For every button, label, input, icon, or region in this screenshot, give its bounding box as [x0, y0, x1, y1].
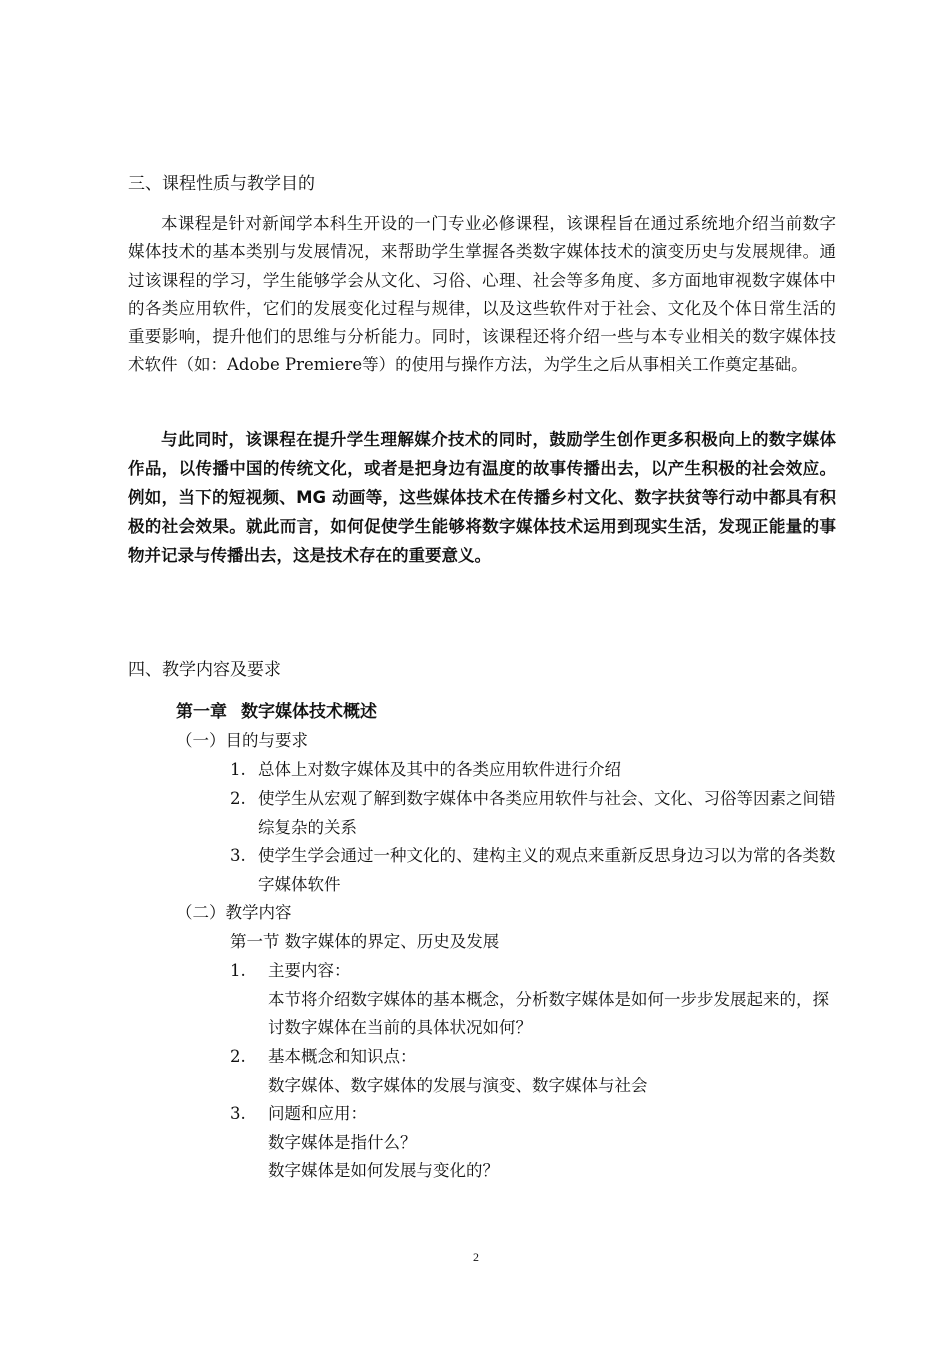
content-label: 主要内容：: [268, 961, 351, 980]
requirement-text: 总体上对数字媒体及其中的各类应用软件进行介绍: [258, 760, 621, 779]
content-body: 数字媒体是指什么？: [268, 1132, 417, 1152]
requirement-item: [230, 842, 840, 899]
content-label: 基本概念和知识点：: [268, 1047, 417, 1066]
content-number: 3.: [230, 1104, 246, 1123]
chapter-title: 数字媒体技术概述: [241, 702, 377, 722]
requirement-number: 3.: [230, 846, 246, 865]
requirement-number: 1.: [230, 760, 246, 779]
requirement-item: [230, 756, 840, 785]
section-heading-teaching-content: 四、教学内容及要求: [128, 660, 281, 680]
content-item: [230, 1043, 840, 1100]
content-body: 数字媒体是如何发展与变化的？: [268, 1161, 499, 1180]
requirement-item: [230, 785, 840, 842]
requirement-text: 使学生从宏观了解到数字媒体中各类应用软件与社会、文化、习俗等因素之间错综复杂的关系: [258, 789, 836, 837]
content-body: 本节将介绍数字媒体的基本概念，分析数字媒体是如何一步步发展起来的，探讨数字媒体在当前的具体状况如何？: [268, 989, 829, 1037]
content-number: 1.: [230, 961, 246, 980]
content-item: [230, 1100, 840, 1186]
content-number: 2.: [230, 1047, 246, 1066]
requirement-text: 使学生学会通过一种文化的、建构主义的观点来重新反思身边习以为常的各类数字媒体软件: [258, 846, 836, 894]
part1-heading: （一）目的与要求: [176, 731, 308, 750]
chapter-label: 第一章: [176, 702, 227, 722]
content-label: 问题和应用：: [268, 1104, 367, 1123]
page-number: 2: [473, 1250, 479, 1264]
section-heading-course-nature: 三、课程性质与教学目的: [128, 174, 315, 194]
requirement-number: 2.: [230, 789, 246, 808]
content-body: 数字媒体、数字媒体的发展与演变、数字媒体与社会: [268, 1075, 648, 1095]
content-item: [230, 957, 840, 1043]
lesson-section-title: 第一节 数字媒体的界定、历史及发展: [230, 932, 500, 951]
course-nature-paragraph: 本课程是针对新闻学本科生开设的一门专业必修课程，该课程旨在通过系统地介绍当前数字媒体技术的基本类别与发展情况，来帮助学生掌握各类数字媒体技术的演变历史与发展规律。通过该课程的学习，学生能够学会从文化、习俗、心理、社会等多角度、多方面地审视数字媒体中的各类应用软件，它们的发展变化过程与规律，以及这些软件对于社会、文化及个体日常生活的重要影响，提升他们的思维与分析能力。同时，该课程还将介绍一些与本专业相关的数字媒体技术软件（如：Adobe Premiere等）的使用与操作方法，为学生之后从事相关工作奠定基础。: [128, 214, 836, 375]
course-goal-bold-paragraph: 与此同时，该课程在提升学生理解媒介技术的同时，鼓励学生创作更多积极向上的数字媒体作品，以传播中国的传统文化，或者是把身边有温度的故事传播出去，以产生积极的社会效应。例如，当下的短视频、MG 动画等，这些媒体技术在传播乡村文化、数字扶贫等行动中都具有积极的社会效果。就此而言，如何促使学生能够将数字媒体技术运用到现实生活，发现正能量的事物并记录与传播出去，这是技术存在的重要意义。: [128, 430, 836, 565]
part2-heading: （二）教学内容: [176, 903, 292, 922]
chapter-heading: [176, 700, 377, 724]
